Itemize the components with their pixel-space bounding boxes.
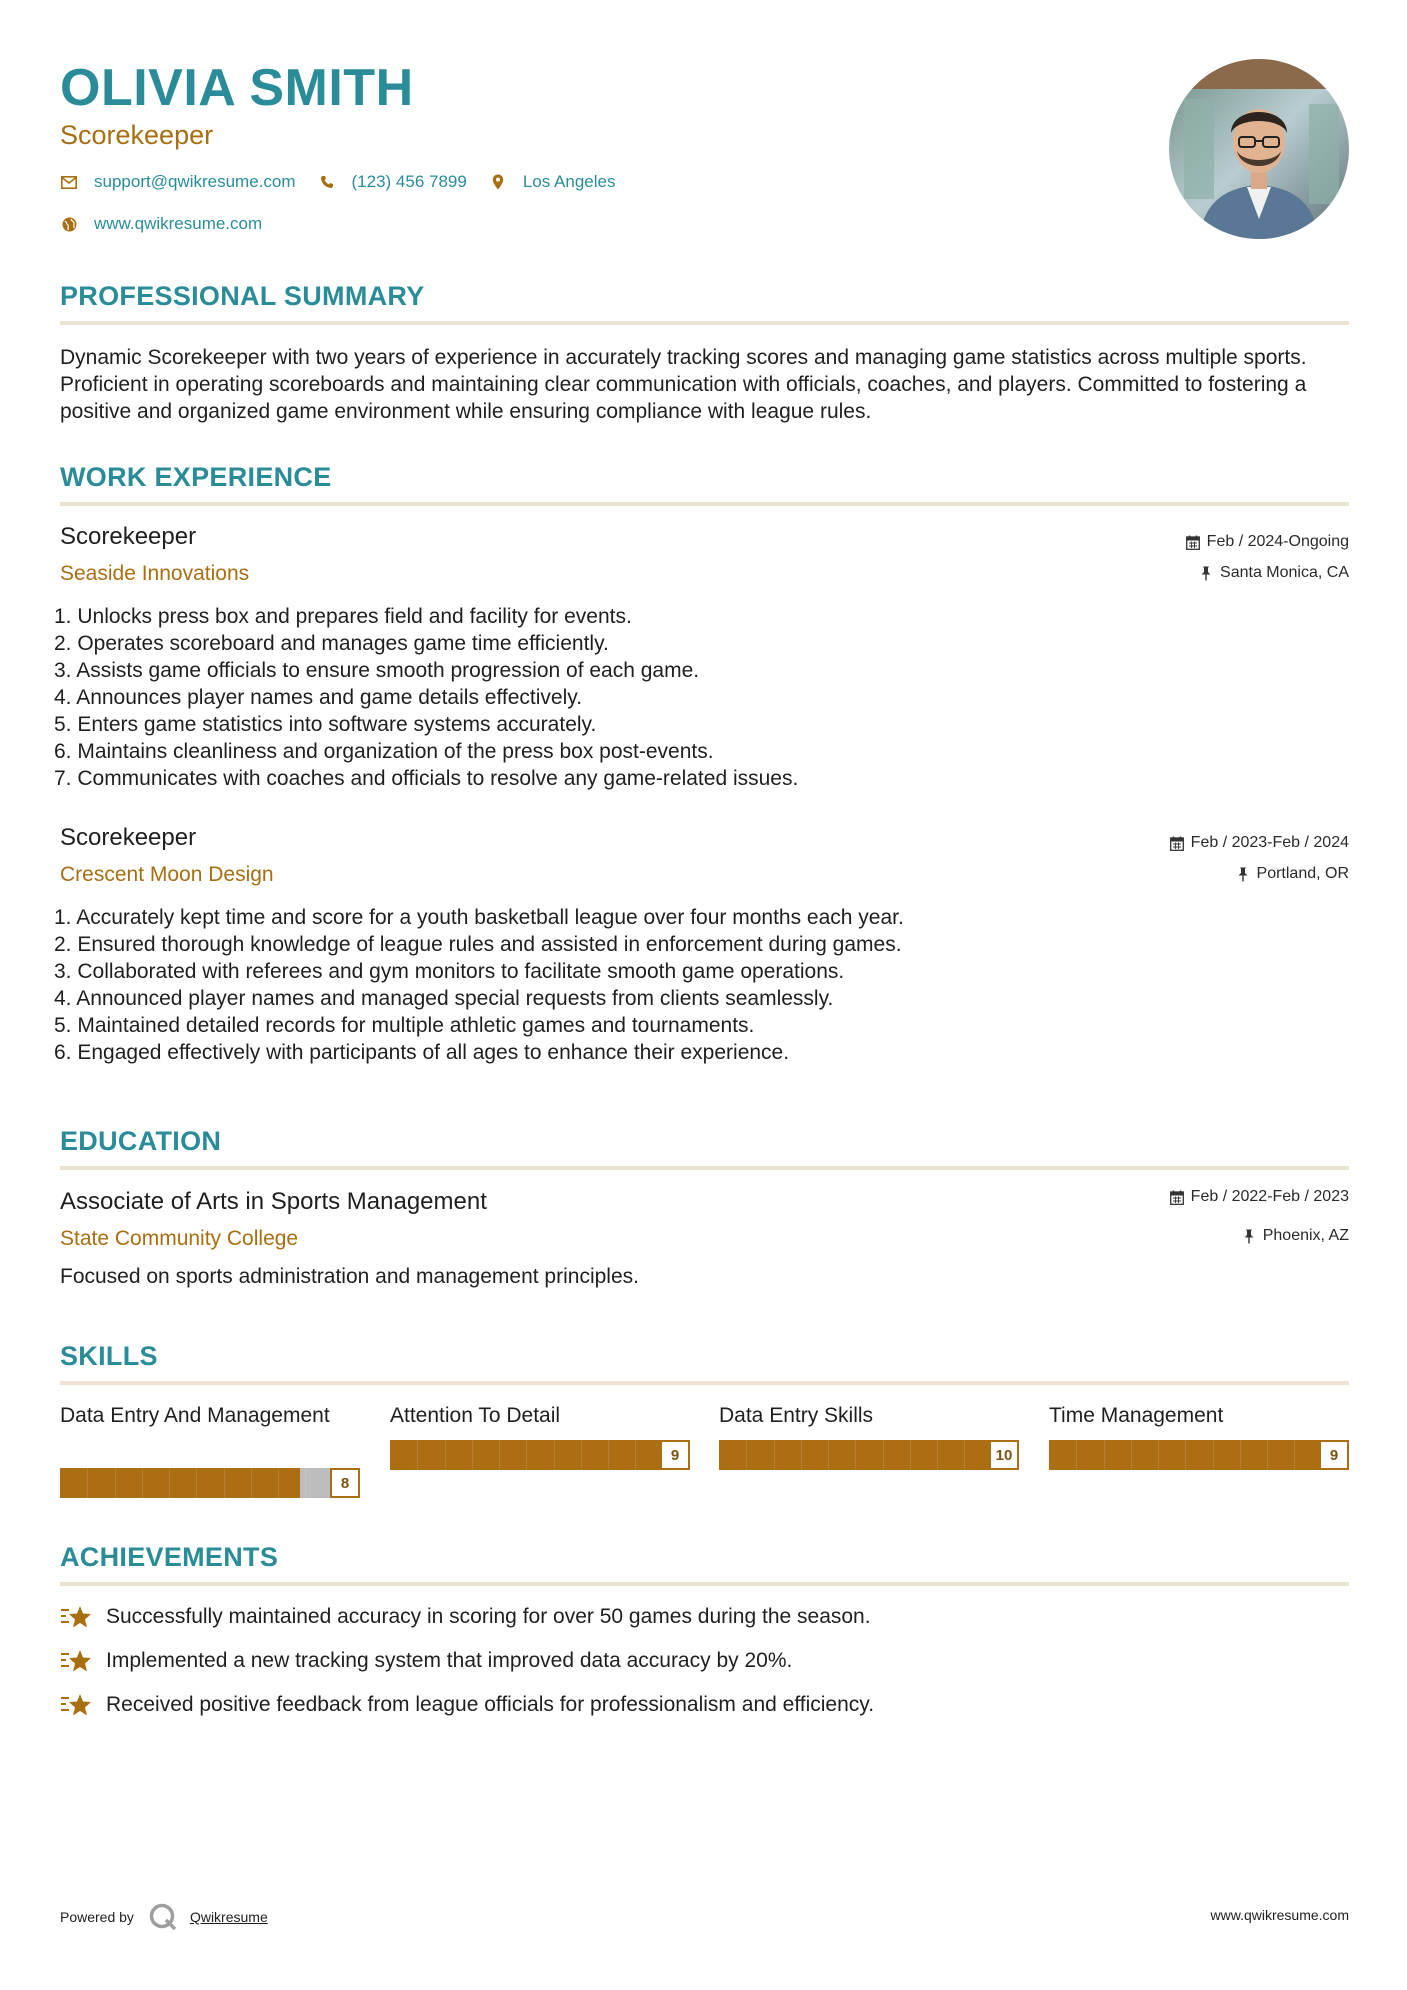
skill-bar-segment (142, 1468, 143, 1498)
list-item: 3. Collaborated with referees and gym monitors to facilitate smooth game operations. (54, 960, 845, 983)
skill-bar-segment (1267, 1440, 1268, 1470)
powered-by-label: Powered by (60, 1909, 134, 1925)
contact-email[interactable] (60, 172, 296, 192)
skill-bar-segment (937, 1440, 938, 1470)
skill-bar-segment (801, 1440, 802, 1470)
list-item: 1. Unlocks press box and prepares field and facility for events. (54, 605, 632, 628)
skill-level: 10 (989, 1440, 1019, 1470)
skill-bar-segment (305, 1468, 306, 1498)
job-responsibilities (54, 603, 798, 792)
list-item: 1. Accurately kept time and score for a youth basketball league over four months each year. (54, 906, 904, 929)
skill-level: 9 (1319, 1440, 1349, 1470)
job-location-text: Santa Monica, CA (1220, 564, 1349, 581)
skill-bar-segment (554, 1440, 555, 1470)
skill-name: Attention To Detail (390, 1404, 561, 1427)
skill-bar-fill (1049, 1440, 1319, 1470)
skill-bar-fill (60, 1468, 300, 1498)
skill-bar-segment (608, 1440, 609, 1470)
education-date-text: Feb / 2022-Feb / 2023 (1190, 1188, 1349, 1205)
list-item: 5. Enters game statistics into software systems accurately. (54, 713, 597, 736)
skill-bar-segment (1185, 1440, 1186, 1470)
skill-bar-segment (1294, 1440, 1295, 1470)
skill-bar-segment (1131, 1440, 1132, 1470)
company-name: Seaside Innovations (60, 562, 250, 585)
achievement-text: Implemented a new tracking system that improved data accuracy by 20%. (106, 1649, 793, 1672)
skill-bar-segment (774, 1440, 775, 1470)
skill-bar-segment (828, 1440, 829, 1470)
skill-level: 8 (330, 1468, 360, 1498)
skill-bar-segment (1076, 1440, 1077, 1470)
skill-bar-fill (390, 1440, 660, 1470)
skill-bar-segment (855, 1440, 856, 1470)
map-pin-icon (489, 173, 507, 191)
skill-item (719, 1402, 1019, 1464)
job-date-text: Feb / 2023-Feb / 2024 (1190, 834, 1349, 851)
skill-bar (1049, 1440, 1349, 1470)
skill-bar-segment (964, 1440, 965, 1470)
skill-bar-segment (526, 1440, 527, 1470)
skill-bar-segment (635, 1440, 636, 1470)
experience-heading: WORK EXPERIENCE (60, 462, 332, 492)
job-title: Scorekeeper (60, 824, 197, 851)
skill-item (390, 1402, 690, 1464)
section-divider (60, 1166, 1349, 1170)
calendar-icon (1169, 1189, 1185, 1205)
pushpin-icon (1198, 565, 1214, 581)
envelope-icon (60, 173, 78, 191)
list-item: 3. Assists game officials to ensure smooth progression of each game. (54, 659, 700, 682)
skill-bar-segment (196, 1468, 197, 1498)
pushpin-icon (1241, 1228, 1257, 1244)
section-divider (60, 321, 1349, 325)
skill-bar-segment (910, 1440, 911, 1470)
candidate-name: OLIVIA SMITH (60, 59, 414, 117)
globe-icon (60, 215, 78, 233)
skill-name: Data Entry Skills (719, 1404, 874, 1427)
job-date-text: Feb / 2024-Ongoing (1206, 533, 1349, 550)
job-location (1235, 865, 1349, 883)
website-text[interactable]: www.qwikresume.com (94, 214, 263, 233)
skill-level: 9 (660, 1440, 690, 1470)
skill-bar-segment (1158, 1440, 1159, 1470)
calendar-icon (1169, 835, 1185, 851)
skill-bar-segment (278, 1468, 279, 1498)
list-item: 6. Maintains cleanliness and organization of the press box post-events. (54, 740, 714, 763)
skill-bar-segment (472, 1440, 473, 1470)
pushpin-icon (1235, 866, 1251, 882)
job-location (1198, 564, 1349, 582)
calendar-icon (1185, 534, 1201, 550)
candidate-title: Scorekeeper (60, 120, 214, 150)
skill-bar-segment (445, 1440, 446, 1470)
star-badge-icon (60, 1648, 92, 1674)
company-name: Crescent Moon Design (60, 863, 274, 886)
job-title: Scorekeeper (60, 523, 197, 550)
contact-row (60, 172, 637, 192)
skill-bar-segment (883, 1440, 884, 1470)
contact-location (489, 172, 616, 192)
skill-bar-segment (251, 1468, 252, 1498)
contact-phone[interactable] (318, 172, 467, 192)
star-badge-icon (60, 1604, 92, 1630)
skill-bar-segment (1240, 1440, 1241, 1470)
skill-bar-fill (719, 1440, 989, 1470)
skill-bar (719, 1440, 1019, 1470)
list-item: 7. Communicates with coaches and officials to resolve any game-related issues. (54, 767, 799, 790)
qwikresume-link[interactable]: Qwikresume (189, 1909, 268, 1925)
list-item: 5. Maintained detailed records for multiple athletic games and tournaments. (54, 1014, 755, 1037)
degree-title: Associate of Arts in Sports Management (60, 1188, 487, 1215)
achievements-heading: ACHIEVEMENTS (60, 1542, 279, 1572)
contact-row-website (60, 214, 284, 234)
skill-bar (60, 1468, 360, 1498)
education-location (1241, 1227, 1349, 1245)
skill-name: Time Management (1049, 1404, 1224, 1427)
school-name: State Community College (60, 1227, 299, 1250)
education-heading: EDUCATION (60, 1126, 222, 1156)
job-responsibilities (54, 904, 904, 1066)
list-item: 4. Announces player names and game details effectively. (54, 686, 583, 709)
skill-bar (390, 1440, 690, 1470)
list-item: 2. Ensured thorough knowledge of league rules and assisted in enforcement during games. (54, 933, 902, 956)
achievement-item (60, 1648, 792, 1674)
footer-website[interactable]: www.qwikresume.com (1210, 1907, 1349, 1923)
list-item: 2. Operates scoreboard and manages game time efficiently. (54, 632, 609, 655)
location-text: Los Angeles (522, 172, 616, 191)
skill-name: Data Entry And Management (60, 1404, 330, 1427)
achievement-item (60, 1604, 871, 1630)
email-text[interactable]: support@qwikresume.com (94, 172, 296, 191)
job-location-text: Portland, OR (1256, 865, 1349, 882)
job-date (1185, 533, 1349, 551)
star-badge-icon (60, 1692, 92, 1718)
achievement-item (60, 1692, 874, 1718)
skill-bar-segment (746, 1440, 747, 1470)
section-divider (60, 1582, 1349, 1586)
skill-bar-segment (224, 1468, 225, 1498)
section-divider (60, 502, 1349, 506)
list-item: 4. Announced player names and managed special requests from clients seamlessly. (54, 987, 834, 1010)
education-description: Focused on sports administration and management principles. (60, 1265, 639, 1288)
summary-text: Dynamic Scorekeeper with two years of experience in accurately tracking scores and managing game statistics across multiple sports. Proficient in operating scoreboards and maintaining clear communication with officials, coaches, and players. Committed to fostering a positive and organized game environment while ensuring compliance with league rules. (60, 346, 1307, 423)
skill-item (60, 1402, 360, 1492)
skill-bar-segment (417, 1440, 418, 1470)
qwikresume-logo-icon (148, 1902, 178, 1932)
education-location-text: Phoenix, AZ (1262, 1227, 1349, 1244)
skill-item (1049, 1402, 1349, 1464)
section-divider (60, 1381, 1349, 1385)
contact-website[interactable] (60, 214, 262, 234)
skill-bar-segment (1213, 1440, 1214, 1470)
profile-photo (1169, 59, 1349, 239)
skill-bar-segment (169, 1468, 170, 1498)
phone-icon (318, 173, 336, 191)
skill-bar-segment (1104, 1440, 1105, 1470)
skill-bar-segment (499, 1440, 500, 1470)
footer-branding (60, 1902, 268, 1932)
skill-bar-segment (581, 1440, 582, 1470)
skills-heading: SKILLS (60, 1341, 158, 1371)
list-item: 6. Engaged effectively with participants of all ages to enhance their experience. (54, 1041, 790, 1064)
job-date (1169, 834, 1349, 852)
summary-heading: PROFESSIONAL SUMMARY (60, 281, 425, 311)
skill-bar-segment (115, 1468, 116, 1498)
education-date (1169, 1188, 1349, 1206)
skill-bar-segment (87, 1468, 88, 1498)
achievement-text: Received positive feedback from league officials for professionalism and efficiency. (106, 1693, 875, 1716)
phone-text[interactable]: (123) 456 7899 (351, 172, 467, 191)
achievement-text: Successfully maintained accuracy in scoring for over 50 games during the season. (106, 1605, 871, 1628)
